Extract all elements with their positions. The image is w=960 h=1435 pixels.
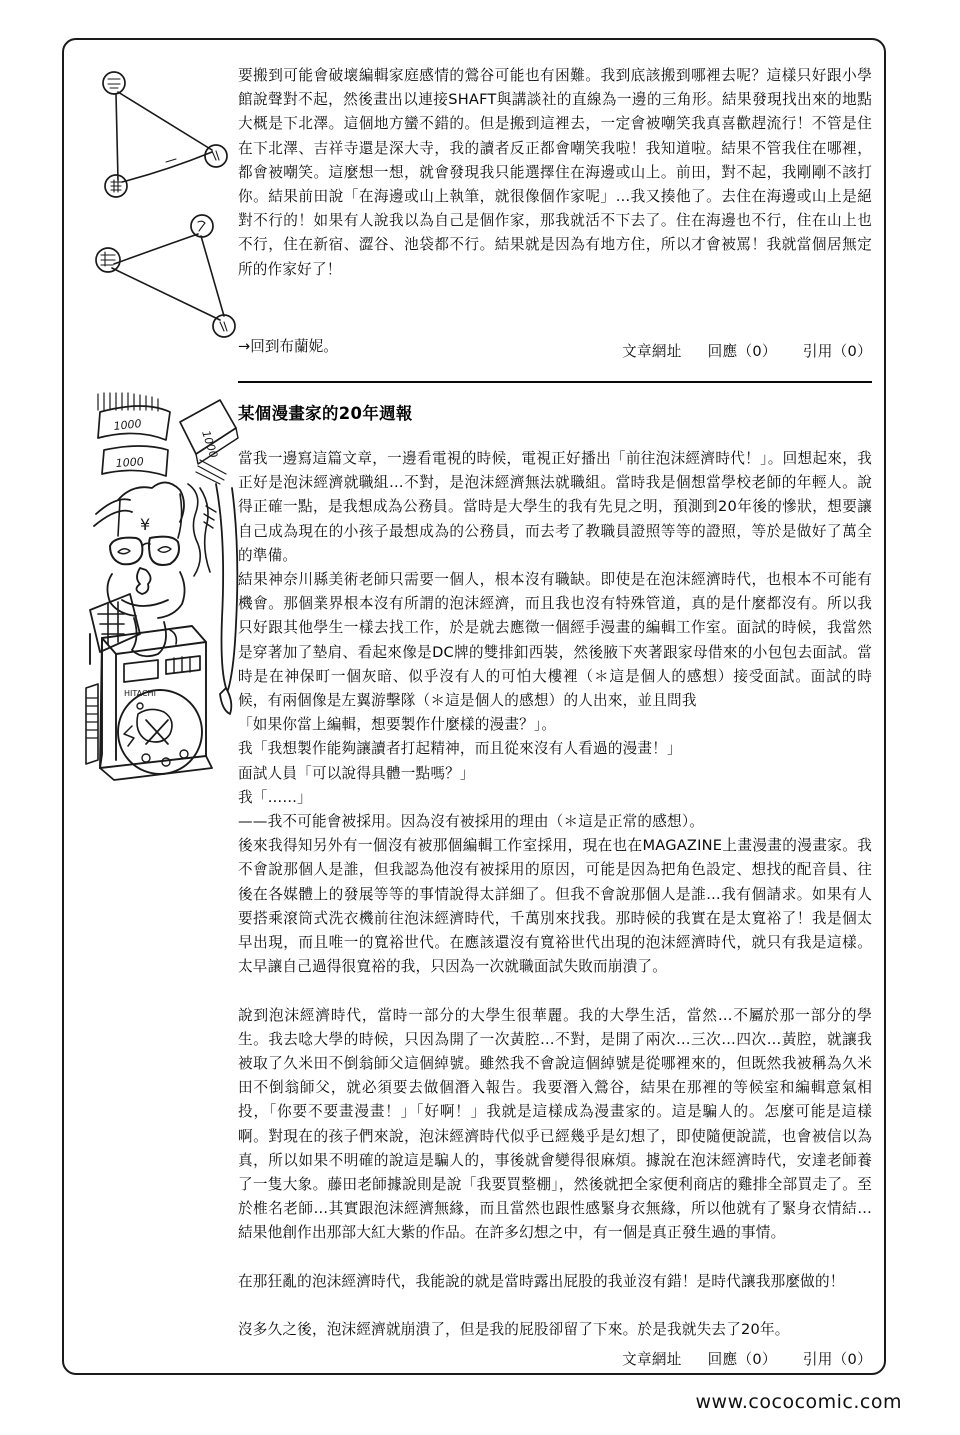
article-two-paragraph: 後來我得知另外有一個沒有被那個編輯工作室採用，現在也在MAGAZINE上畫漫畫的漫畫家。我不會說那個人是誰，但我認為他沒有被採用的原因，可能是因為把角色設定、想找的配音員、往後在各媒體上的發展等等的事情說得太詳細了。但我不會說那個人是誰…我有個請求。如果有人要搭乘滾筒式洗衣機前往泡沫經濟時代，千萬別來找我。那時候的我實在是太寬裕了！我是個太早出現，而且唯一的寬裕世代。在應該還沒有寬裕世代出現的泡沫經濟時代，就只有我是這樣。太早讓自己過得很寬裕的我，只因為一次就職面試失敗而崩潰了。	[238, 837, 872, 976]
character-face	[94, 482, 216, 618]
article-two-paragraph: ——我不可能會被採用。因為沒有被採用的理由（＊這是正常的感想）。	[238, 813, 705, 831]
article-two-paragraph: 我「……」	[238, 788, 312, 806]
article-one-body	[238, 64, 872, 282]
article-two-meta	[238, 1348, 872, 1369]
site-watermark: www.cococomic.com	[695, 1391, 902, 1413]
character-arm	[216, 484, 237, 714]
paragraph-spacer	[238, 1294, 872, 1318]
article-one-meta	[238, 340, 872, 361]
comic-illustration	[84, 388, 244, 788]
paragraph-spacer	[238, 1246, 872, 1270]
article-two-paragraph: 面試人員「可以說得具體一點嗎？」	[238, 764, 475, 782]
trackbacks-count[interactable]: 引用（0）	[802, 1351, 872, 1368]
kanji-block	[90, 594, 140, 652]
comments-count[interactable]: 回應（0）	[707, 1351, 777, 1368]
article-two-body	[238, 447, 872, 1342]
article-one-paragraph: 要搬到可能會破壞編輯家庭感情的鶯谷可能也有困難。我到底該搬到哪裡去呢？這樣只好跟小學館說聲對不起，然後畫出以連接SHAFT與講談社的直線為一邊的三角形。結果發現找出來的地點大概是下北澤。這個地方蠻不錯的。但是搬到這裡去，一定會被嘲笑我真喜歡趕流行！不管是住在下北澤、吉祥寺還是深大寺，我的讀者反正都會嘲笑我啦！我知道啦。結果不管我住在哪裡，都會被嘲笑。這麼想一想，就會發現我只能選擇住在海邊或山上。前田，對不起，我剛剛不該打你。結果前田說「在海邊或山上執筆，就很像個作家呢」…我又揍他了。去住在海邊或山上是絕對不行的！如果有人說我以為自己是個作家，那我就活不下去了。住在海邊也不行，住在山上也不行，住在新宿、澀谷、池袋都不行。結果就是因為有地方住，所以才會被罵！我就當個居無定所的作家好了！	[238, 67, 872, 278]
bill-label-2: 1000	[115, 455, 145, 470]
article-separator	[238, 381, 872, 383]
washer-brand-label: HITACHI	[124, 689, 156, 698]
back-link-label: →回到布蘭妮。	[238, 338, 338, 355]
triangle-upper	[103, 72, 227, 197]
yen-symbol: ¥	[140, 515, 151, 534]
article-two-paragraph: 「如果你當上編輯，想要製作什麼樣的漫畫？」。	[238, 716, 557, 734]
article-two-paragraph: 當我一邊寫這篇文章，一邊看電視的時候，電視正好播出「前往泡沫經濟時代！」。回想起來，我正好是泡沫經濟就職組…不對，是泡沫經濟無法就職組。當時我是個想當學校老師的年輕人。說得正確一點，是我想成為公務員。當時是大學生的我有先見之明，預測到20年後的慘狀，想要讓自己成為現在的小孩子最想成為的公務員，而去考了教職員證照等等的證照，等於是做好了萬全的準備。	[238, 450, 872, 564]
article-two-paragraph: 在那狂亂的泡沫經濟時代，我能說的就是當時露出屁股的我並沒有錯！是時代讓我那麼做的！	[238, 1272, 845, 1290]
bill-label-3: 1000	[199, 428, 221, 460]
article-two-paragraph: 結果神奈川縣美術老師只需要一個人，根本沒有職缺。即使是在泡沫經濟時代，也根本不可能有機會。那個業界根本沒有所謂的泡沫經濟，而且我也沒有特殊管道，真的是什麼都沒有。所以我只好跟其他學生一樣去找工作，於是就去應徵一個經手漫畫的編輯工作室。面試的時候，我當然是穿著加了墊肩、看起來像是DC牌的雙排釦西裝，然後腋下夾著跟家母借來的小包包去面試。當時是在神保町一個灰暗、似乎沒有人的可怕大樓裡（＊這是個人的感想）接受面試。面試的時候，有兩個像是左翼游擊隊（＊這是個人的感想）的人出來，並且問我	[238, 571, 872, 710]
article-two-paragraph: 我「我想製作能夠讓讀者打起精神，而且從來沒有人看過的漫畫！」	[238, 740, 682, 758]
article-two-paragraph: 說到泡沫經濟時代，當時一部分的大學生很華麗。我的大學生活，當然…不屬於那一部分的學生。我去唸大學的時候，只因為開了一次黃腔…不對，是開了兩次…三次…四次…黃腔，就讓我被取了久米田不倒翁師父這個綽號。雖然我不會說這個綽號是從哪裡來的，但既然我被稱為久米田不倒翁師父，就必須要去做個潛入報告。我要潛入鶯谷，結果在那裡的等候室和編輯意氣相投，「你要不要畫漫畫！」「好啊！」我就是這樣成為漫畫家的。這是騙人的。怎麼可能是這樣啊。對現在的孩子們來說，泡沫經濟時代似乎已經幾乎是幻想了，即使隨便說謊，也會被信以為真，所以如果不明確的說這是騙人的，事後就會變得很麻煩。據說在泡沫經濟時代，安達老師養了一隻大象。藤田老師據說則是說「我要買整棚」，然後就把全家便利商店的雞排全部買走了。至於椎名老師…其實跟泡沫經濟無緣，而且當然也跟性感緊身衣無緣，所以他就有了緊身衣情結…結果他創作出那部大紅大紫的作品。在許多幻想之中，有一個是真正發生過的事情。	[238, 1006, 872, 1242]
article-two-title: 某個漫畫家的20年週報	[238, 404, 413, 423]
triangle-lower	[96, 215, 235, 337]
paragraph-spacer	[238, 979, 872, 1003]
trackbacks-count[interactable]: 引用（0）	[802, 343, 872, 360]
permalink-link[interactable]: 文章網址	[622, 1351, 682, 1368]
comments-count[interactable]: 回應（0）	[707, 343, 777, 360]
permalink-link[interactable]: 文章網址	[622, 343, 682, 360]
triangle-diagram-illustration	[88, 58, 238, 358]
money-bills	[98, 393, 238, 484]
bill-label-1: 1000	[112, 417, 143, 433]
article-two-paragraph: 沒多久之後，泡沫經濟就崩潰了，但是我的屁股卻留了下來。於是我就失去了20年。	[238, 1321, 790, 1339]
